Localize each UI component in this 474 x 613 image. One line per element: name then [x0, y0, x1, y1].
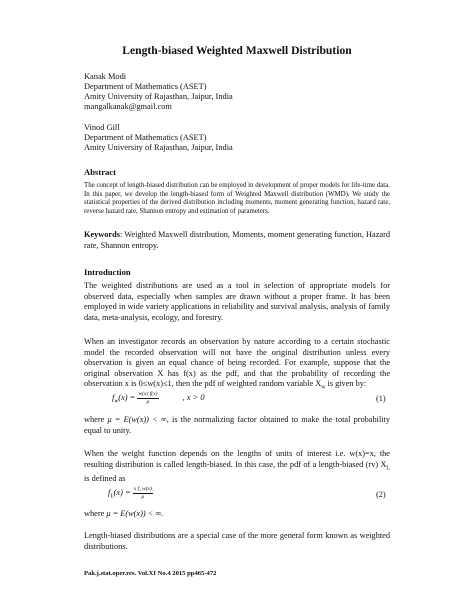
subscript: w: [114, 398, 119, 405]
equation-condition: , x > 0: [182, 392, 205, 402]
author-department: Department of Mathematics (ASET): [84, 133, 207, 142]
intro-paragraph-2-end: is given by:: [325, 379, 367, 389]
subscript: w: [321, 385, 326, 392]
author-university: Amity University of Rajasthan, Jaipur, India: [84, 92, 233, 101]
equation-1-number: (1): [376, 394, 386, 403]
fraction-numerator: x f_w(x): [133, 486, 152, 492]
where-clause-text: , is the normalizing factor obtained to make the total probability equal to unity.: [84, 415, 391, 435]
equation-2-number: (2): [376, 490, 386, 499]
abstract-heading: Abstract: [84, 167, 116, 177]
intro-paragraph-4: Length-biased distributions are a special case of the more general form known as weighted distributions.: [84, 531, 390, 551]
journal-footer: Pak.j.stat.oper.res. Vol.XI No.4 2015 pp465-472: [84, 570, 217, 577]
intro-paragraph-1: The weighted distributions are used as a tool in selection of appropriate models for observed data, especially when samples are drawn without a proper frame. It has been employed in wide variety applications in reliability and survival analysis, analysis of family data, meta-analysis, ecology, and forestry.: [84, 281, 390, 322]
author-name: Vinod Gill: [84, 123, 120, 132]
intro-paragraph-3-text: When the weight function depends on the lengths of units of interest i.e. w(x)=x, the resulting distribution is called length-biased. In this case, the pdf of a length-biased (rv) X: [84, 449, 390, 469]
author-university: Amity University of Rajasthan, Jaipur, India: [84, 143, 233, 152]
keywords-text: : Weighted Maxwell distribution, Moments, moment generating function, Hazard rate, Shannon entropy.: [84, 230, 390, 250]
equation-2: [108, 486, 153, 500]
fraction-denominator: μ: [146, 398, 150, 405]
keywords-label: Keywords: [84, 230, 120, 239]
intro-paragraph-2: [84, 337, 390, 394]
keywords: [84, 230, 390, 251]
subscript: L: [110, 493, 114, 500]
equation-1: [112, 391, 205, 405]
where-word: where: [84, 509, 107, 518]
abstract-text: The concept of length-biased distribution can be employed in development of proper models for life-time data. In this paper, we develop the length-biased form of Weighted Maxwell distribution (WMD). We study the statistical properties of the derived distribution including moments, moment generating function, hazard rate, reverse hazard rate, Shannon entropy and estimation of parameters.: [84, 182, 390, 215]
where-clause-1: [84, 415, 390, 436]
introduction-heading: Introduction: [84, 267, 131, 277]
subscript: L: [386, 465, 390, 472]
intro-paragraph-3-end: is defined as: [84, 473, 126, 483]
equation-argument: (x) =: [118, 392, 136, 402]
where-clause-2: [84, 509, 390, 520]
normalizing-expression: μ = E(w(x)) < ∞: [107, 415, 167, 424]
fraction-denominator: μ: [141, 493, 145, 500]
author-department: Department of Mathematics (ASET): [84, 82, 207, 91]
intro-paragraph-2-text: When an investigator records an observation by nature according to a certain stochastic model the recorded observation will not have the original distribution unless every observation is given an equal chance of being recorded. For example, suppose that the original observation X has f(x) as the pdf, and that the probability of recording the observation x is 0≤w(x)≤1, then the pdf of weighted random variable X: [84, 337, 390, 389]
equation-symbol: f: [108, 487, 111, 497]
equation-fraction: [133, 486, 153, 500]
normalizing-expression: μ = E(w(x)) < ∞.: [106, 509, 164, 518]
equation-fraction: [137, 391, 158, 405]
author-name: Kanak Modi: [84, 72, 127, 81]
intro-paragraph-3: [84, 449, 390, 484]
author-email: mangalkanak@gmail.com: [84, 102, 172, 111]
equation-argument: (x) =: [113, 487, 131, 497]
fraction-numerator: w(x) f(x): [138, 391, 158, 397]
paper-title: Length-biased Weighted Maxwell Distribution: [122, 44, 352, 57]
where-word: where: [84, 415, 108, 424]
equation-symbol: f: [112, 392, 115, 402]
